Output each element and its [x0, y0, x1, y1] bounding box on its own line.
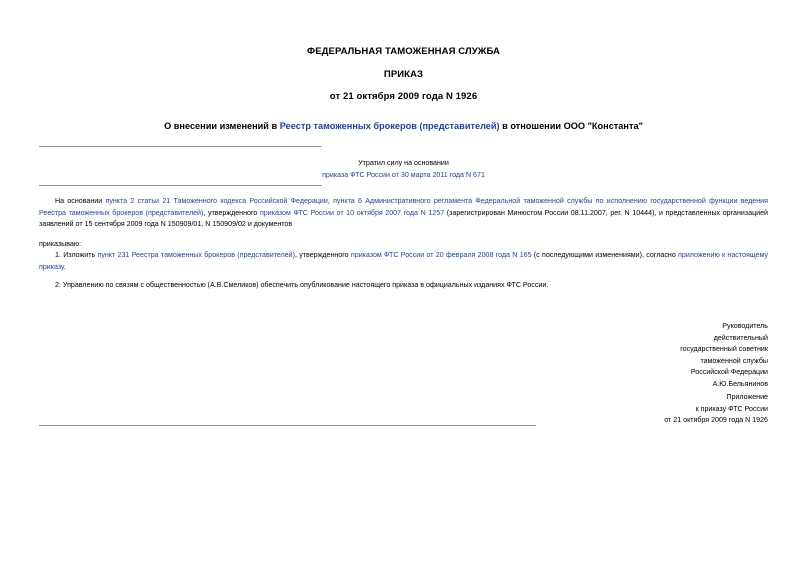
- doc-date-heading: от 21 октября 2009 года N 1926: [329, 91, 478, 102]
- signature-line: государственный советник: [680, 345, 768, 354]
- order-165-link[interactable]: приказом ФТС России от 20 февраля 2008 года N 165: [350, 251, 532, 259]
- admin-regulation-link[interactable]: пункта 6 Административного регламента Федеральной таможенной службы по исполнению государственной функции ведения Реестра таможенных брокеров (представителей): [39, 197, 768, 217]
- basis-text: На основании: [55, 197, 106, 205]
- title-suffix: в отношении ООО "Константа": [499, 121, 643, 131]
- item-1: [39, 250, 768, 273]
- signature-line: Руководитель: [722, 322, 768, 330]
- appendix-line: от 21 октября 2009 года N 1926: [664, 416, 768, 425]
- item-1-text: .: [63, 262, 66, 271]
- divider-top: [39, 146, 322, 147]
- signature-line: таможенной службы: [700, 356, 768, 365]
- void-order-link[interactable]: приказа ФТС России от 30 марта 2011 года N 671: [322, 170, 485, 179]
- item-1-text: , утвержденного: [295, 251, 351, 259]
- registry-item-231-link[interactable]: пункт 231 Реестра таможенных брокеров (представителей): [97, 251, 295, 259]
- basis-text: , утвержденного: [203, 208, 260, 217]
- signature-line: А.Ю.Бельянинов: [712, 379, 768, 388]
- item-1-text: (с последующими изменениями), согласно: [531, 251, 679, 259]
- basis-text: ,: [327, 197, 334, 205]
- signature-line: Российской Федерации: [690, 368, 768, 377]
- title-prefix: О внесении изменений в: [164, 121, 280, 131]
- order-word: приказываю:: [39, 240, 82, 248]
- registry-link[interactable]: Реестр таможенных брокеров (представителей): [279, 121, 500, 131]
- order-1257-link[interactable]: приказом ФТС России от 10 октября 2007 года N 1257: [259, 208, 445, 217]
- appendix-line: к приказу ФТС России: [695, 404, 768, 413]
- appendix-line: Приложение: [726, 393, 768, 401]
- item-1-text: 1. Изложить: [55, 251, 98, 259]
- appendix-block: [664, 392, 768, 427]
- divider-middle: [39, 185, 322, 186]
- void-note-text: Утратил силу на основании: [358, 159, 449, 167]
- item-2: 2. Управлению по связям с общественностью (А.В.Смеликов) обеспечить опубликование настоящего приказа в официальных изданиях ФТС России.: [55, 281, 549, 289]
- basis-text: (зарегистрирован Минюстом России 08.11.2007, рег. N 10444), и представленных организацией заявлений от 15 сентября 2009 года N 150909/01, N 150909/02 и документов: [39, 208, 768, 229]
- basis-paragraph: [39, 196, 768, 231]
- appendix-link[interactable]: приложению к настоящему приказу: [39, 251, 769, 271]
- document-title: [0, 121, 807, 131]
- customs-code-link[interactable]: пункта 2 статьи 21 Таможенного кодекса Российской Федерации: [105, 197, 328, 205]
- agency-heading: ФЕДЕРАЛЬНАЯ ТАМОЖЕННАЯ СЛУЖБА: [307, 46, 500, 57]
- divider-bottom: [39, 425, 536, 426]
- signature-block: [680, 321, 768, 391]
- doc-type-heading: ПРИКАЗ: [383, 69, 424, 80]
- void-note: [0, 158, 807, 181]
- signature-line: действительный: [713, 333, 768, 342]
